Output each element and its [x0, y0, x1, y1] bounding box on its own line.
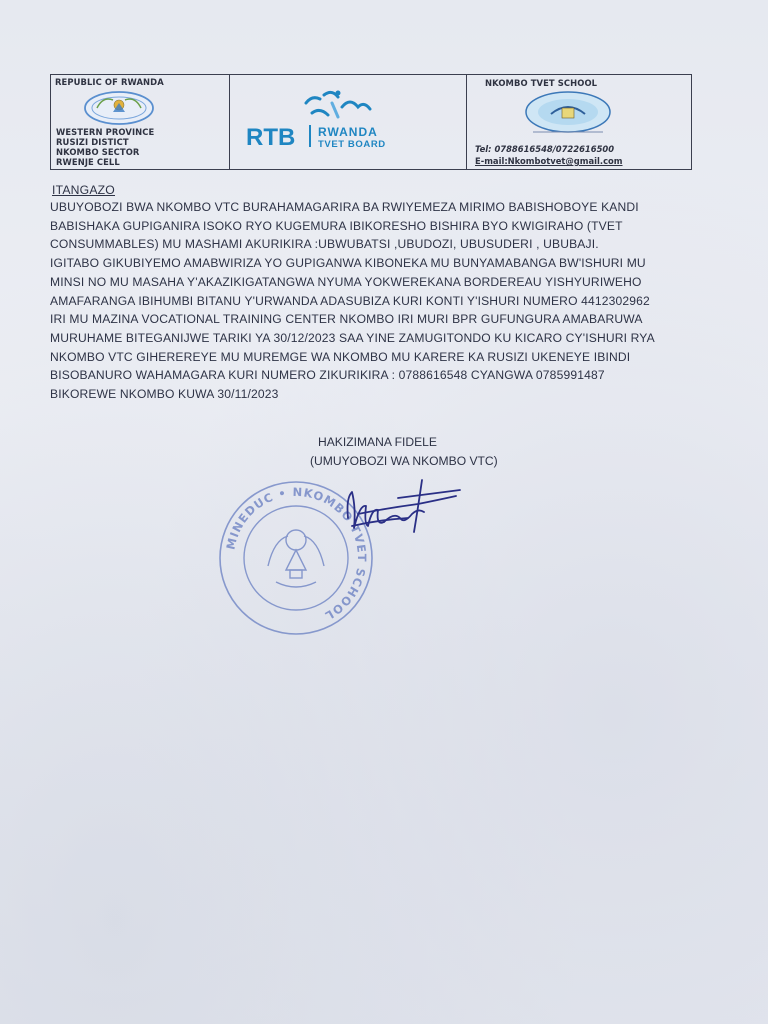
notice-line: BISOBANURO WAHAMAGARA KURI NUMERO ZIKURIKIRA : 0788616548 CYANGWA 0785991487 [50, 368, 605, 383]
signatory-name: HAKIZIMANA FIDELE [318, 435, 437, 449]
notice-line: NKOMBO VTC GIHEREREYE MU MUREMGE WA NKOMBO MU KARERE KA RUSIZI UKENEYE IBINDI [50, 349, 631, 364]
notice-line: AMAFARANGA IBIHUMBI BITANU Y'URWANDA ADASUBIZA KURI KONTI Y'ISHURI NUMERO 4412302962 [50, 293, 650, 308]
notice-line: MINSI NO MU MASAHA Y'AKAZIKIGATANGWA NYUMA YOKWEREKANA BORDEREAU YISHYURIWEHO [50, 274, 642, 289]
notice-line: BABISHAKA GUPIGANIRA ISOKO RYO KUGEMURA IBIKORESHO BISHIRA BYO KWIGIRAHO (TVET [50, 218, 623, 233]
notice-title: ITANGAZO [52, 183, 115, 197]
school-phone: Tel: 0788616548/0722616500 [475, 144, 615, 154]
school-email: E-mail:Nkombotvet@gmail.com [475, 156, 623, 166]
signatory-role: (UMUYOBOZI WA NKOMBO VTC) [310, 453, 498, 468]
letterhead-table [50, 74, 692, 170]
letterhead-right-cell [467, 75, 691, 169]
notice-line: UBUYOBOZI BWA NKOMBO VTC BURAHAMAGARIRA BA RWIYEMEZA MIRIMO BABISHOBOYE KANDI [50, 200, 639, 214]
stamp-ring-text: MINEDUC • NKOMBO TVET SCHOOL [223, 484, 370, 624]
stamp-emblem-icon [268, 530, 324, 587]
school-name: NKOMBO TVET SCHOOL [485, 78, 598, 88]
letterhead-center-cell [230, 75, 467, 169]
address-cell: RWENJE CELL [56, 157, 120, 167]
rtb-text-line2: TVET BOARD [318, 139, 386, 150]
notice-line: IGITABO GIKUBIYEMO AMABWIRIZA YO GUPIGANWA KIBONEKA MU BUNYAMABANGA BW'ISHURI MU [50, 256, 646, 271]
rtb-text-line1: RWANDA [318, 125, 378, 139]
notice-body [50, 198, 730, 404]
school-logo-icon [523, 90, 613, 136]
country-name: REPUBLIC OF RWANDA [55, 77, 164, 87]
signatory-block [310, 433, 498, 470]
notice-line: BIKOREWE NKOMBO KUWA 30/11/2023 [50, 387, 279, 402]
letterhead-left-cell [51, 75, 230, 169]
notice-line: CONSUMMABLES) MU MASHAMI AKURIKIRA :UBWUBATSI ,UBUDOZI, UBUSUDERI , UBUBAJI. [50, 237, 599, 252]
rwanda-emblem-icon [83, 90, 155, 126]
rtb-logo [246, 87, 456, 151]
rtb-initials: RTB [246, 124, 296, 151]
address-sector: NKOMBO SECTOR [56, 147, 140, 157]
school-contacts [475, 143, 623, 167]
notice-line: IRI MU MAZINA VOCATIONAL TRAINING CENTER NKOMBO IRI MURI BPR GUFUNGURA AMABARUWA [50, 312, 643, 327]
address-block [56, 127, 154, 167]
address-district: RUSIZI DISTICT [56, 137, 129, 147]
rtb-figure-icon [306, 91, 370, 118]
notice-line: MURUHAME BITEGANIJWE TARIKI YA 30/12/2023 SAA YINE ZAMUGITONDO KU KICARO CY'ISHURI RYA [50, 330, 655, 345]
address-province: WESTERN PROVINCE [56, 127, 155, 137]
handwritten-signature [338, 468, 468, 548]
